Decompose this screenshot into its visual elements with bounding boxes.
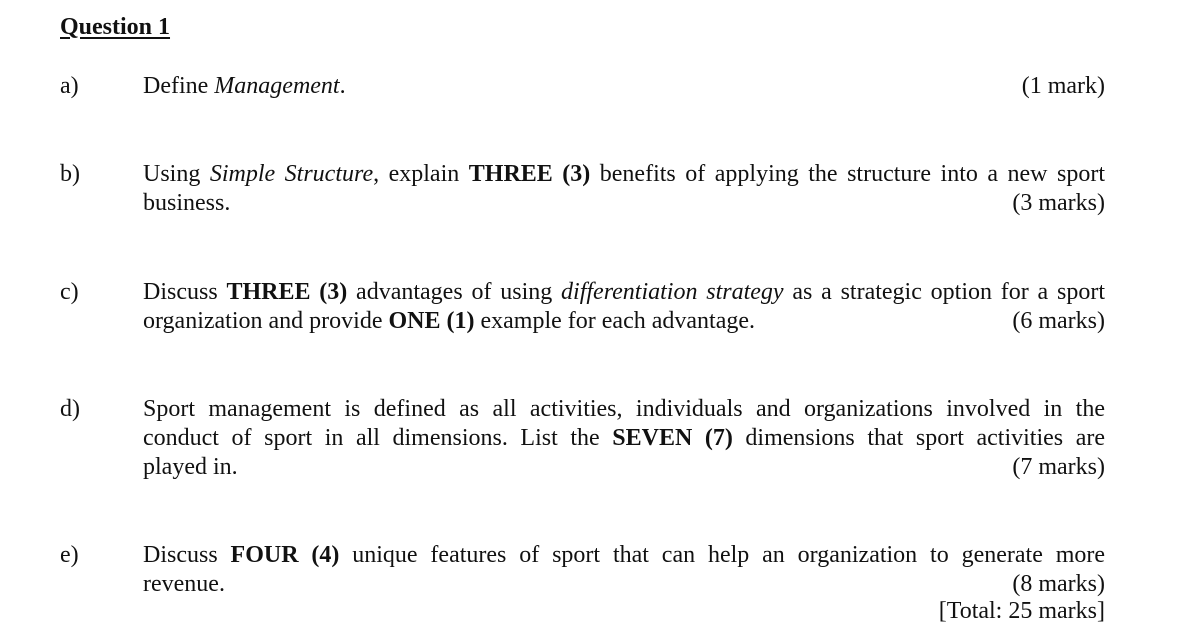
marks-label: (1 mark) [1021, 73, 1105, 99]
question-line [143, 160, 1105, 189]
marks-label: (7 marks) [1012, 454, 1105, 480]
question-body [143, 72, 1105, 101]
text-run: example for each advantage. [474, 308, 755, 334]
text-run: unique features of sport that can help an organization to generate more [339, 542, 1106, 568]
question-body [143, 160, 1105, 218]
marks-label: (3 marks) [1012, 190, 1105, 216]
question-text [143, 307, 755, 336]
italic-text: Simple Structure [209, 161, 374, 187]
question-label: d) [60, 396, 80, 422]
question-line [143, 72, 1105, 101]
text-run: conduct of sport in all dimensions. List the [143, 425, 613, 451]
question-text: revenue. [143, 571, 225, 597]
bold-text: THREE (3) [226, 279, 348, 305]
question-label: e) [60, 542, 79, 568]
question-text: played in. [143, 454, 238, 480]
text-run: Discuss [143, 542, 231, 568]
text-run: benefits of applying the structure into a new sport [590, 161, 1106, 187]
text-run: , explain [373, 161, 469, 187]
bold-text: THREE (3) [468, 161, 591, 187]
bold-text: ONE (1) [388, 308, 475, 334]
bold-text: FOUR (4) [230, 542, 340, 568]
question-line [143, 278, 1105, 307]
total-marks: [Total: 25 marks] [938, 598, 1105, 624]
text-run: Define [143, 73, 215, 99]
text-run: Discuss [143, 279, 227, 305]
text-run: dimensions that sport activities are [732, 425, 1105, 451]
text-run: Using [143, 161, 210, 187]
question-line [143, 189, 1105, 218]
text-run: advantages of using [347, 279, 562, 305]
italic-text: differentiation strategy [561, 279, 784, 305]
marks-label: (8 marks) [1012, 571, 1105, 597]
question-line: Sport management is defined as all activities, individuals and organizations involved in the [143, 396, 1105, 422]
marks-label: (6 marks) [1012, 308, 1105, 334]
question-body [143, 278, 1105, 336]
question-text [143, 72, 346, 101]
question-body [143, 541, 1105, 599]
question-body [143, 395, 1105, 482]
italic-text: Management [214, 73, 340, 99]
question-title: Question 1 [60, 14, 171, 40]
text-run: . [339, 73, 346, 99]
question-line [143, 424, 1105, 453]
question-line [143, 453, 1105, 482]
question-text: business. [143, 190, 231, 216]
question-label: b) [60, 161, 80, 187]
question-label: c) [60, 279, 79, 305]
bold-text: SEVEN (7) [612, 425, 733, 451]
question-label: a) [60, 73, 79, 99]
text-run: organization and provide [143, 308, 389, 334]
question-line [143, 307, 1105, 336]
question-line [143, 541, 1105, 570]
question-line [143, 570, 1105, 599]
text-run: as a strategic option for a sport [783, 279, 1105, 305]
